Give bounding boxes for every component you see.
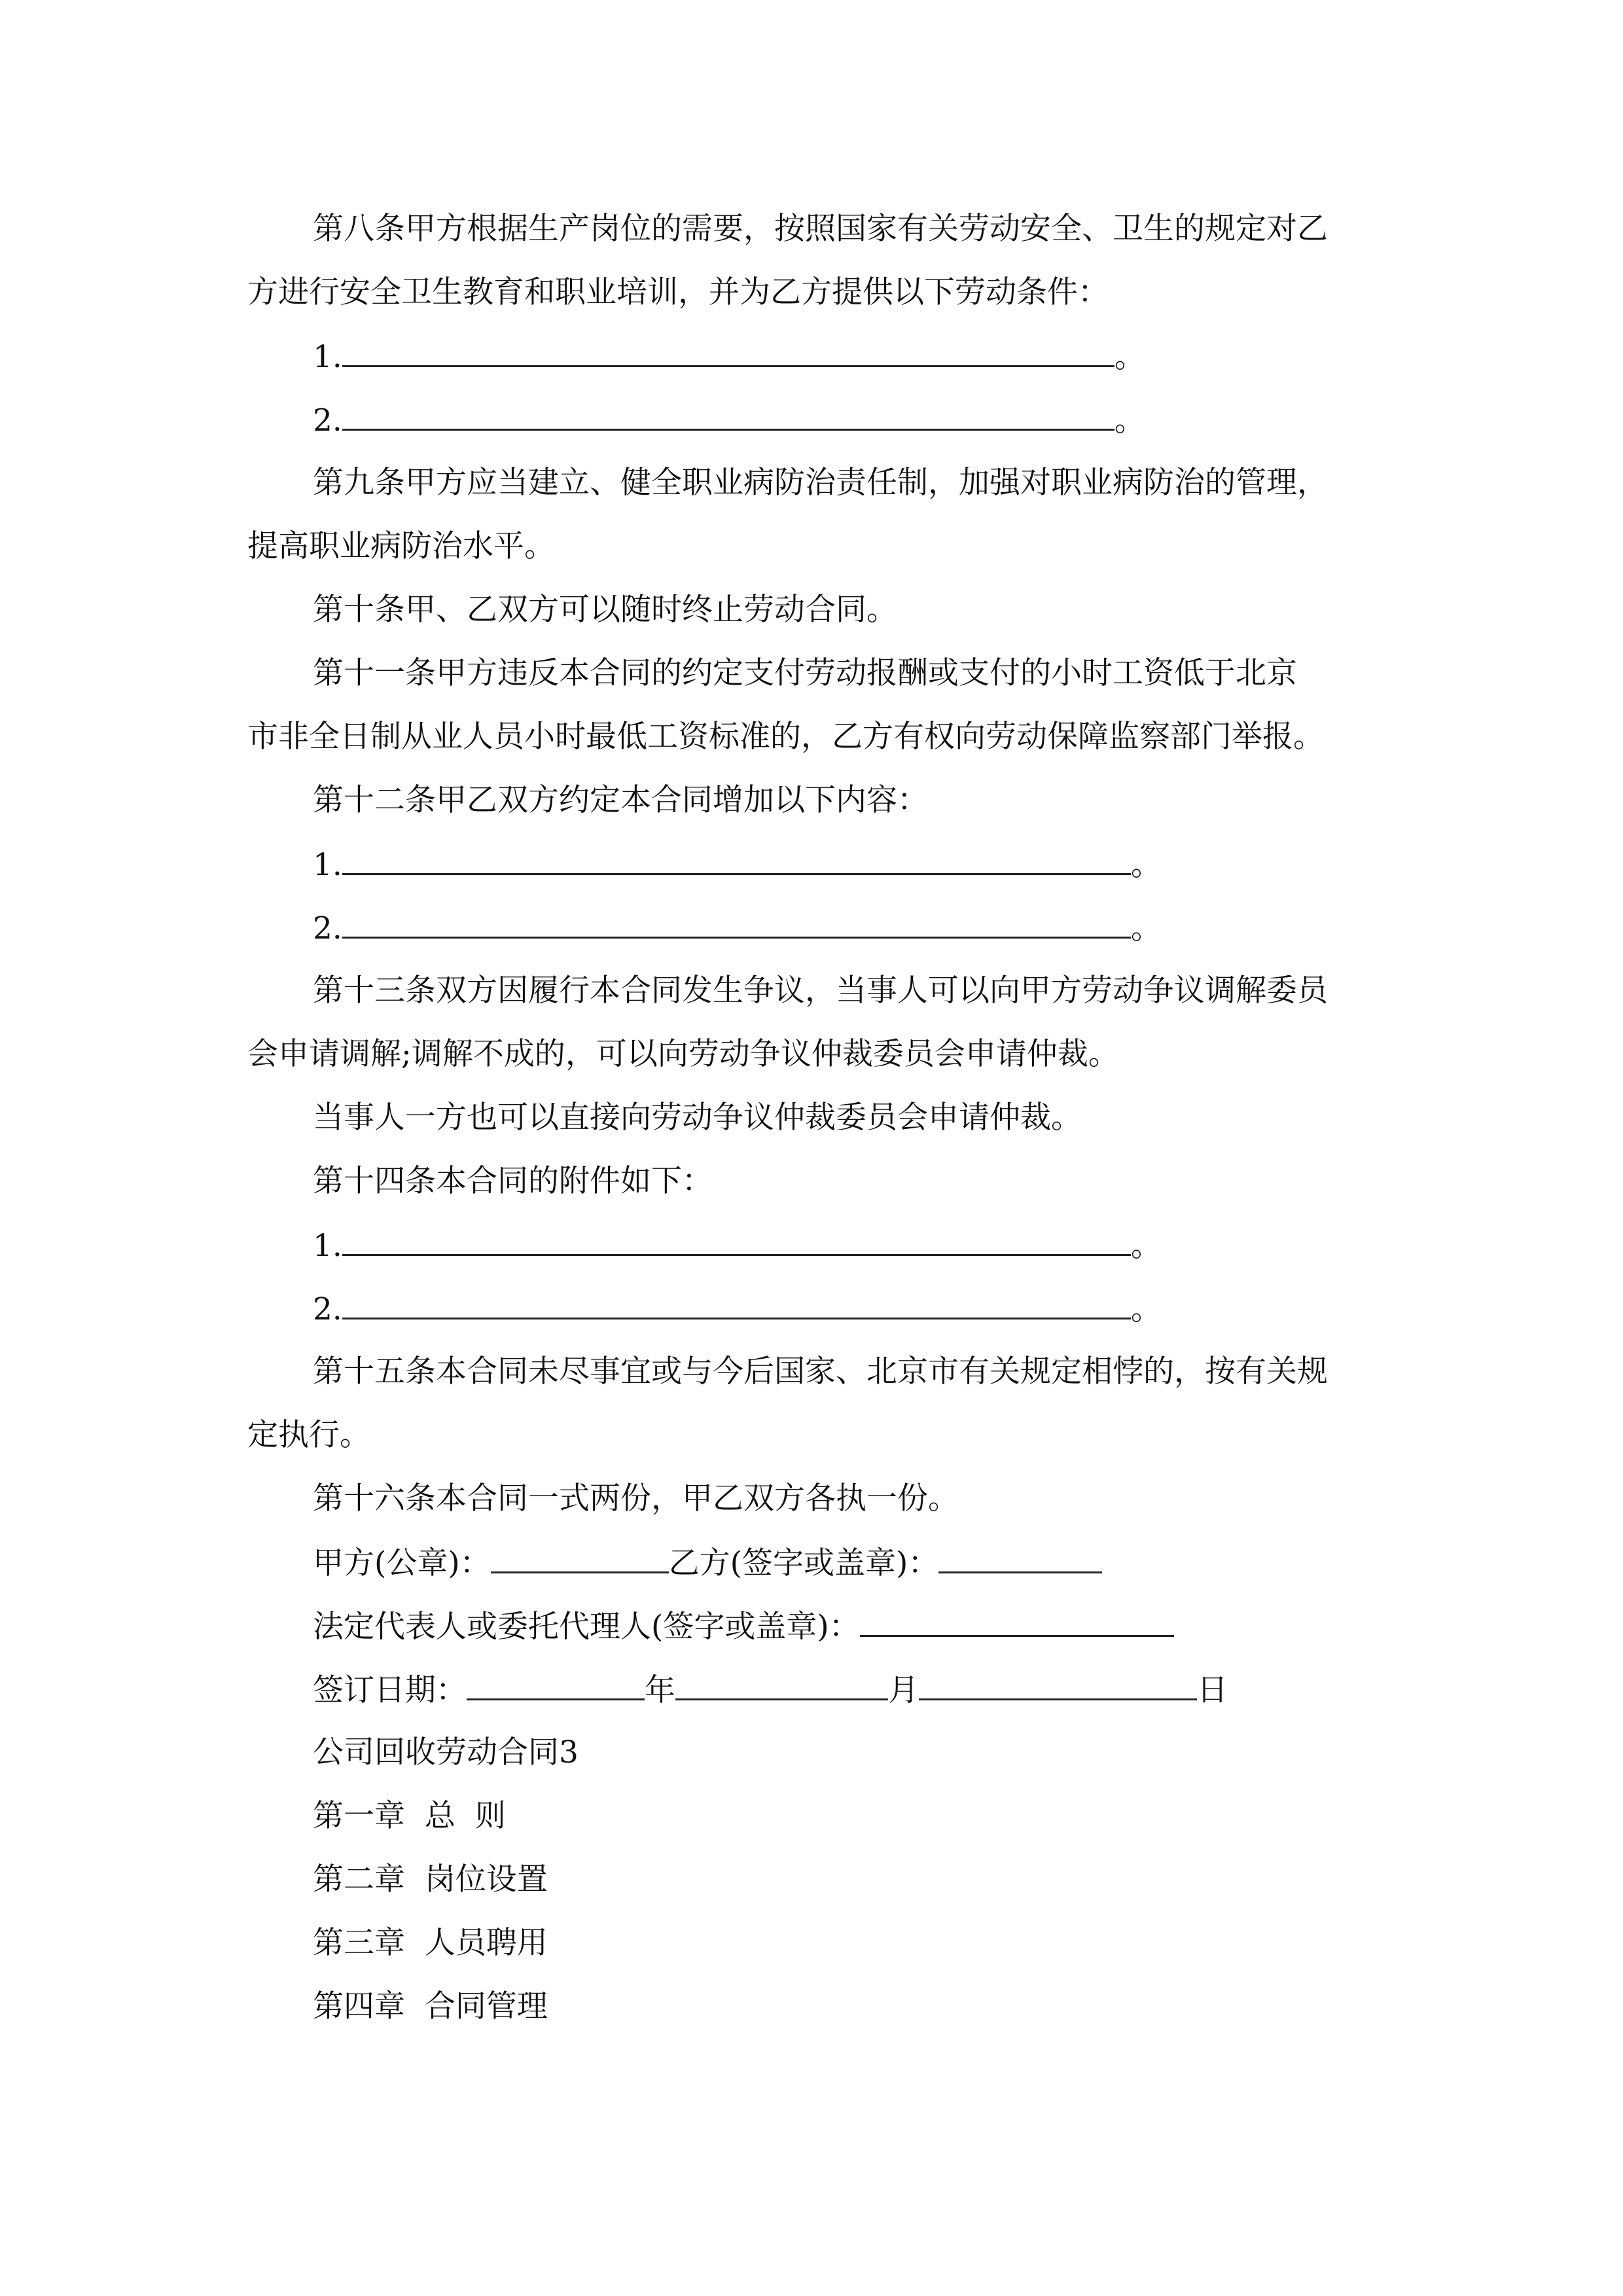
blank-line <box>342 336 1115 367</box>
chapter-3: 第三章 人员聘用 <box>313 1925 548 1961</box>
chapter-2: 第二章 岗位设置 <box>313 1861 548 1897</box>
month-blank <box>675 1670 888 1700</box>
article-9-line-1: 第九条甲方应当建立、健全职业病防治责任制，加强对职业病防治的管理， <box>313 465 1328 501</box>
article-11-line-1: 第十一条甲方违反本合同的约定支付劳动报酬或支付的小时工资低于北京 <box>313 655 1297 691</box>
period: 。 <box>1114 403 1145 439</box>
item-number: 2. <box>313 1291 342 1327</box>
representative-blank <box>860 1606 1174 1637</box>
signature-date <box>313 1670 1228 1710</box>
party-b-blank <box>938 1543 1102 1573</box>
blank-line <box>342 1289 1131 1319</box>
article-13-line-2: 会申请调解;调解不成的，可以向劳动争议仲裁委员会申请仲裁。 <box>247 1036 1119 1072</box>
article-15-line-1: 第十五条本合同未尽事宜或与今后国家、北京市有关规定相悖的，按有关规 <box>313 1354 1328 1390</box>
item-number: 2. <box>313 403 342 439</box>
party-b-label: 乙方(签字或盖章)： <box>668 1545 939 1581</box>
article-8-item-1 <box>313 336 1145 377</box>
article-8-line-1: 第八条甲方根据生产岗位的需要，按照国家有关劳动安全、卫生的规定对乙 <box>313 211 1328 247</box>
chapter-4: 第四章 合同管理 <box>313 1988 548 2024</box>
year-blank <box>467 1670 645 1700</box>
article-11-line-2: 市非全日制从业人员小时最低工资标准的，乙方有权向劳动保障监察部门举报。 <box>247 719 1324 755</box>
blank-line <box>342 844 1131 875</box>
article-15-line-2: 定执行。 <box>247 1417 370 1453</box>
item-number: 1. <box>313 339 342 375</box>
signature-representative <box>313 1606 1174 1647</box>
chapter-1: 第一章 总 则 <box>313 1798 506 1834</box>
party-a-label: 甲方(公章)： <box>313 1545 491 1581</box>
blank-line <box>342 400 1115 431</box>
article-12-item-1 <box>313 844 1162 885</box>
year-label: 年 <box>645 1672 675 1708</box>
period: 。 <box>1130 1291 1162 1327</box>
next-document-title: 公司回收劳动合同3 <box>313 1734 579 1770</box>
representative-label: 法定代表人或委托代理人(签字或盖章)： <box>313 1609 860 1645</box>
article-13-line-1: 第十三条双方因履行本合同发生争议，当事人可以向甲方劳动争议调解委员 <box>313 973 1328 1009</box>
item-number: 1. <box>313 847 342 883</box>
article-14-item-2 <box>313 1289 1162 1329</box>
article-8-item-2 <box>313 400 1145 440</box>
day-blank <box>919 1670 1197 1700</box>
month-label: 月 <box>888 1672 919 1708</box>
article-14-item-1 <box>313 1225 1162 1266</box>
day-label: 日 <box>1197 1672 1228 1708</box>
period: 。 <box>1130 1228 1162 1264</box>
signature-parties <box>313 1543 1102 1583</box>
blank-line <box>342 908 1131 939</box>
article-14-line-1: 第十四条本合同的附件如下： <box>313 1163 713 1199</box>
period: 。 <box>1130 847 1162 883</box>
item-number: 1. <box>313 1228 342 1264</box>
article-12-line-1: 第十二条甲乙双方约定本合同增加以下内容： <box>313 782 928 818</box>
article-13-line-3: 当事人一方也可以直接向劳动争议仲裁委员会申请仲裁。 <box>313 1100 1082 1136</box>
party-a-blank <box>491 1543 669 1573</box>
item-number: 2. <box>313 910 342 946</box>
article-8-line-2: 方进行安全卫生教育和职业培训，并为乙方提供以下劳动条件： <box>247 274 1109 310</box>
article-9-line-2: 提高职业病防治水平。 <box>247 528 555 564</box>
article-16: 第十六条本合同一式两份，甲乙双方各执一份。 <box>313 1480 959 1516</box>
blank-line <box>342 1225 1131 1256</box>
article-12-item-2 <box>313 908 1162 948</box>
period: 。 <box>1114 339 1145 375</box>
period: 。 <box>1130 910 1162 946</box>
date-label: 签订日期： <box>313 1672 467 1708</box>
article-10: 第十条甲、乙双方可以随时终止劳动合同。 <box>313 592 897 628</box>
